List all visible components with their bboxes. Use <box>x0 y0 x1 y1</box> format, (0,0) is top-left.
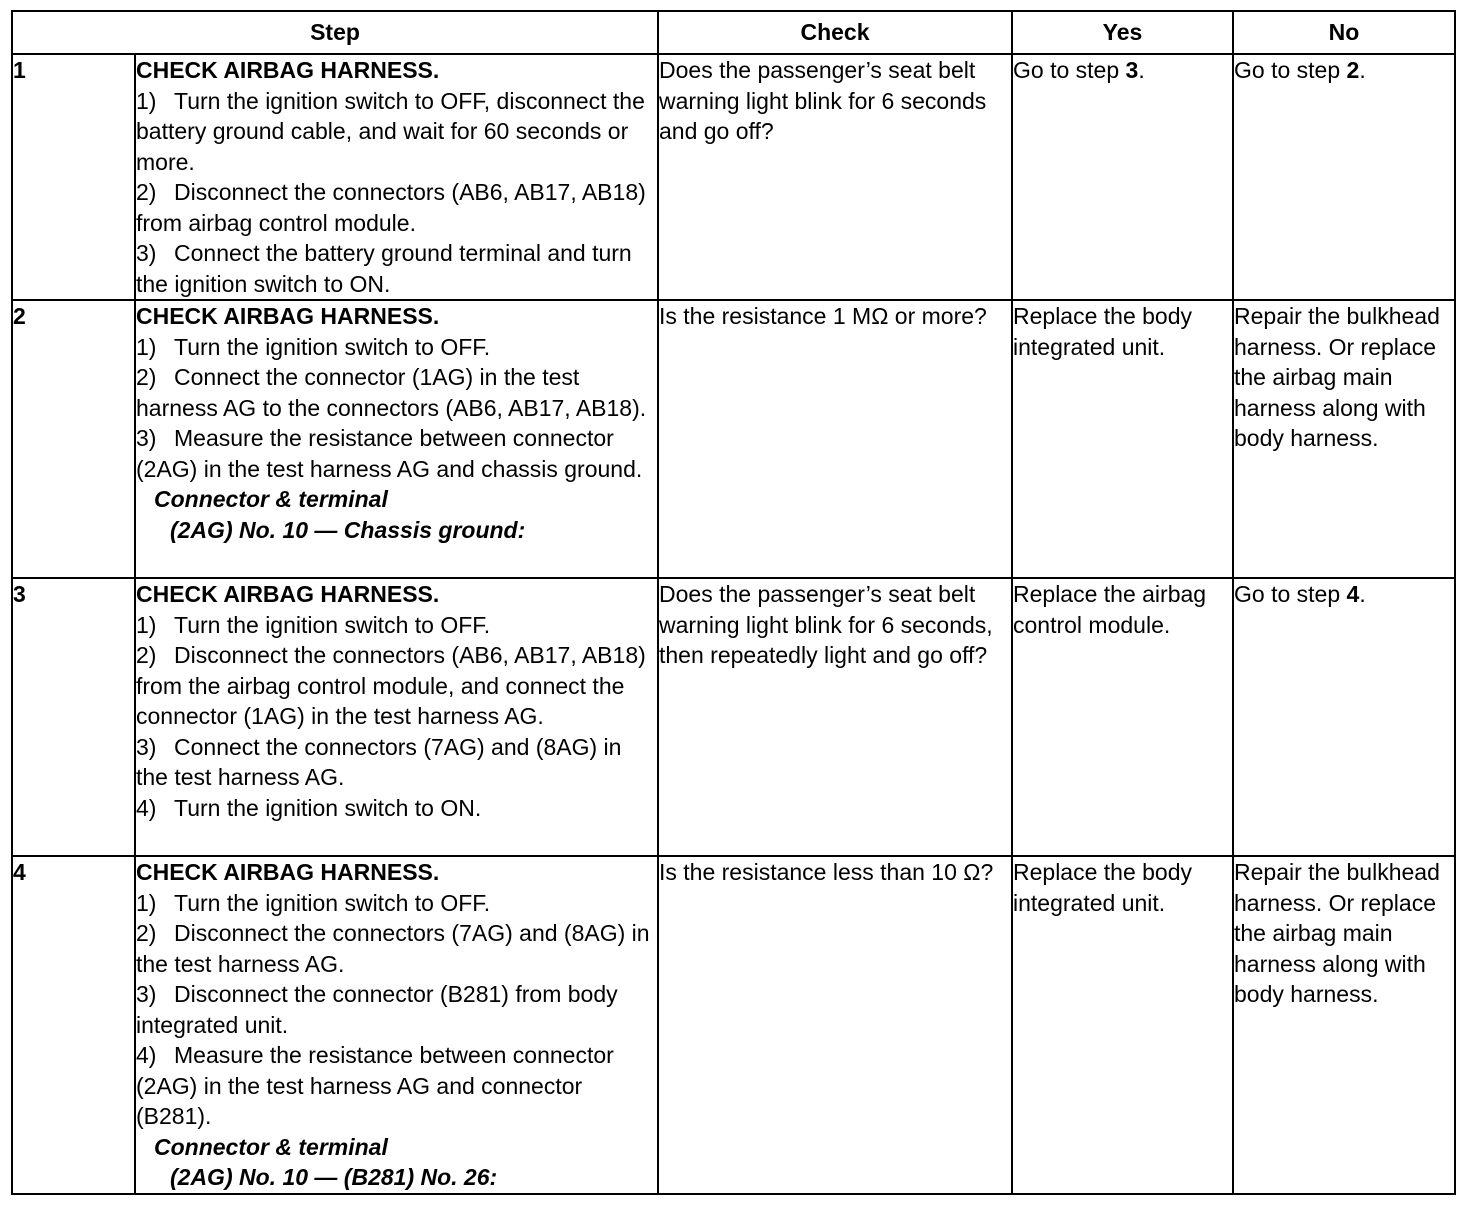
yes-action <box>1012 578 1233 856</box>
no-end: . <box>1359 57 1366 83</box>
yes-end: . <box>1138 57 1145 83</box>
substep-number: 2) <box>136 179 157 205</box>
substep <box>136 86 657 178</box>
substep-text: Turn the ignition switch to OFF. <box>174 611 491 638</box>
step-number: 3 <box>12 578 135 856</box>
header-check: Check <box>658 11 1012 54</box>
step-number: 2 <box>12 300 135 578</box>
no-action <box>1233 578 1455 856</box>
table-row <box>12 54 1455 300</box>
substep-number: 1) <box>136 611 157 638</box>
substep-text: Disconnect the connectors (AB6, AB17, AB18) from the airbag control module, and connect the connector (1AG) in the test harness AG. <box>136 642 646 729</box>
spec-value: (2AG) No. 10 — (B281) No. 26: <box>170 1164 498 1190</box>
no-text: Repair the bulkhead harness. Or replace the airbag main harness along with body harness. <box>1234 303 1440 451</box>
step-title: CHECK AIRBAG HARNESS. <box>136 303 440 329</box>
no-text: Repair the bulkhead harness. Or replace the airbag main harness along with body harness. <box>1234 859 1440 1007</box>
no-action <box>1233 300 1455 578</box>
step-number: 4 <box>12 856 135 1194</box>
table-body <box>12 54 1455 1194</box>
step-title: CHECK AIRBAG HARNESS. <box>136 859 440 885</box>
substep <box>136 1040 657 1132</box>
step-title: CHECK AIRBAG HARNESS. <box>136 57 440 83</box>
yes-action <box>1012 54 1233 300</box>
yes-text: Replace the body integrated unit. <box>1013 303 1193 360</box>
table-header-row <box>12 11 1455 54</box>
header-yes: Yes <box>1012 11 1233 54</box>
substep <box>136 238 657 299</box>
header-step: Step <box>12 11 658 54</box>
substep <box>136 610 657 641</box>
substep-text: Disconnect the connectors (AB6, AB17, AB18) from airbag control module. <box>136 179 646 236</box>
step-title: CHECK AIRBAG HARNESS. <box>136 581 440 607</box>
check-question: Does the passenger’s seat belt warning light blink for 6 seconds and go off? <box>658 54 1012 300</box>
substep <box>136 423 657 484</box>
substep <box>136 918 657 979</box>
substep-number: 2) <box>136 642 157 668</box>
yes-text: Go to step <box>1013 57 1126 83</box>
check-question: Is the resistance 1 MΩ or more? <box>658 300 1012 578</box>
substep-text: Turn the ignition switch to OFF. <box>174 889 491 916</box>
substep-text: Connect the connectors (7AG) and (8AG) in the test harness AG. <box>136 733 622 790</box>
yes-step-link[interactable]: 3 <box>1125 57 1139 83</box>
no-step-link[interactable]: 2 <box>1346 57 1360 83</box>
substep-number: 2) <box>136 920 157 946</box>
spec-label: Connector & terminal <box>154 486 388 512</box>
substep-number: 3) <box>136 240 157 266</box>
substep-text: Turn the ignition switch to OFF. <box>174 333 491 360</box>
spec-label: Connector & terminal <box>154 1133 388 1160</box>
step-instructions <box>135 54 658 300</box>
yes-action <box>1012 300 1233 578</box>
step-instructions <box>135 578 658 856</box>
substep-number: 1) <box>136 87 157 114</box>
yes-text: Replace the airbag control module. <box>1013 581 1207 638</box>
no-step-link[interactable]: 4 <box>1346 581 1360 607</box>
substep-number: 4) <box>136 1042 157 1068</box>
substep-number: 1) <box>136 889 157 916</box>
substep-text: Turn the ignition switch to ON. <box>174 794 482 821</box>
spec-value: (2AG) No. 10 — Chassis ground: <box>170 516 526 543</box>
table-row <box>12 300 1455 578</box>
substep-number: 4) <box>136 794 157 821</box>
step-instructions <box>135 300 658 578</box>
substep <box>136 732 657 793</box>
substep-number: 2) <box>136 364 157 390</box>
no-text: Go to step <box>1234 581 1347 607</box>
table-row <box>12 578 1455 856</box>
header-no: No <box>1233 11 1455 54</box>
no-text: Go to step <box>1234 57 1347 83</box>
substep-text: Measure the resistance between connector (2AG) in the test harness AG and connector (B281). <box>136 1042 614 1129</box>
substep-text: Disconnect the connectors (7AG) and (8AG) in the test harness AG. <box>136 920 650 977</box>
substep <box>136 888 657 919</box>
substep-text: Turn the ignition switch to OFF, disconnect the battery ground cable, and wait for 60 seconds or more. <box>136 87 645 175</box>
substep <box>136 332 657 363</box>
step-number: 1 <box>12 54 135 300</box>
substep-number: 3) <box>136 425 157 451</box>
table-row <box>12 856 1455 1194</box>
yes-text: Replace the body integrated unit. <box>1013 859 1193 916</box>
substep <box>136 362 657 423</box>
substep-number: 1) <box>136 333 157 360</box>
substep-text: Connect the battery ground terminal and turn the ignition switch to ON. <box>136 240 632 297</box>
substep-number: 3) <box>136 733 157 760</box>
substep-text: Disconnect the connector (B281) from body integrated unit. <box>136 981 618 1038</box>
substep-number: 3) <box>136 981 157 1007</box>
substep-text: Connect the connector (1AG) in the test harness AG to the connectors (AB6, AB17, AB18). <box>136 364 647 421</box>
diagnosis-table <box>11 10 1456 1195</box>
substep <box>136 793 657 824</box>
substep-text: Measure the resistance between connector (2AG) in the test harness AG and chassis ground. <box>136 425 643 482</box>
check-question: Does the passenger’s seat belt warning light blink for 6 seconds, then repeatedly light and go off? <box>658 578 1012 856</box>
check-question: Is the resistance less than 10 Ω? <box>658 856 1012 1194</box>
yes-action <box>1012 856 1233 1194</box>
substep <box>136 979 657 1040</box>
no-end: . <box>1359 581 1366 607</box>
substep <box>136 177 657 238</box>
no-action <box>1233 856 1455 1194</box>
step-instructions <box>135 856 658 1194</box>
substep <box>136 640 657 732</box>
no-action <box>1233 54 1455 300</box>
